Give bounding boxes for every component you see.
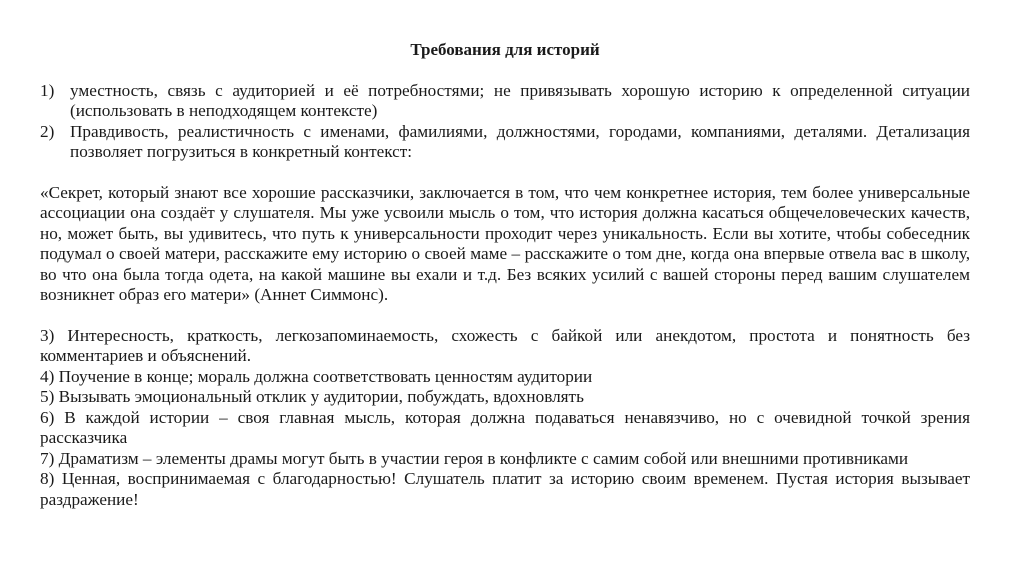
paragraph: 6) В каждой истории – своя главная мысль, которая должна подаваться ненавязчиво, но с очевидной точкой зрения рассказчика xyxy=(40,407,970,447)
paragraph: 8) Ценная, воспринимаемая с благодарностью! Слушатель платит за историю своим временем. Пустая история вызывает раздражение! xyxy=(40,469,970,509)
list-item xyxy=(40,122,970,163)
list-item-number: 2) xyxy=(40,121,55,141)
numbered-list xyxy=(40,81,970,163)
paragraph: 5) Вызывать эмоциональный отклик у аудитории, побуждать, вдохновлять xyxy=(40,387,584,406)
list-item-number: 1) xyxy=(40,80,55,100)
document-title: Требования для историй xyxy=(410,40,600,59)
list-item-text: Правдивость, реалистичность с именами, фамилиями, должностями, городами, компаниями, деталями. Детализация позволяет погрузиться в конкретный контекст: xyxy=(70,121,970,161)
document-page xyxy=(40,40,970,510)
quote-paragraph: «Секрет, который знают все хорошие рассказчики, заключается в том, что чем конкретнее история, тем более универсальные ассоциации она создаёт у слушателя. Мы уже усвоили мысль о том, что история должна касаться общечеловеческих качеств, но, может быть, вы удивитесь, что путь к универсальности проходит через уникальность. Если вы хотите, чтобы собеседник подумал о своей матери, расскажите ему историю о своей маме – расскажите о том дне, когда она впервые отвела вас в школу, во что она была тогда одета, на какой машине вы ехали и т.д. Без всяких усилий с вашей стороны перед вашим слушателем возникнет образ его матери» (Аннет Симмонс). xyxy=(40,182,970,304)
list-item xyxy=(40,81,970,122)
spacer xyxy=(40,163,970,183)
list-item-text: уместность, связь с аудиторией и её потребностями; не привязывать хорошую историю к определенной ситуации (использовать в неподходящем контексте) xyxy=(70,80,970,120)
spacer xyxy=(40,306,970,326)
paragraph: 7) Драматизм – элементы драмы могут быть в участии героя в конфликте с самим собой или внешними противниками xyxy=(40,448,909,468)
paragraph: 4) Поучение в конце; мораль должна соответствовать ценностям аудитории xyxy=(40,366,593,386)
paragraph: 3) Интересность, краткость, легкозапоминаемость, схожесть с байкой или анекдотом, простота и понятность без комментариев и объяснений. xyxy=(40,325,970,365)
